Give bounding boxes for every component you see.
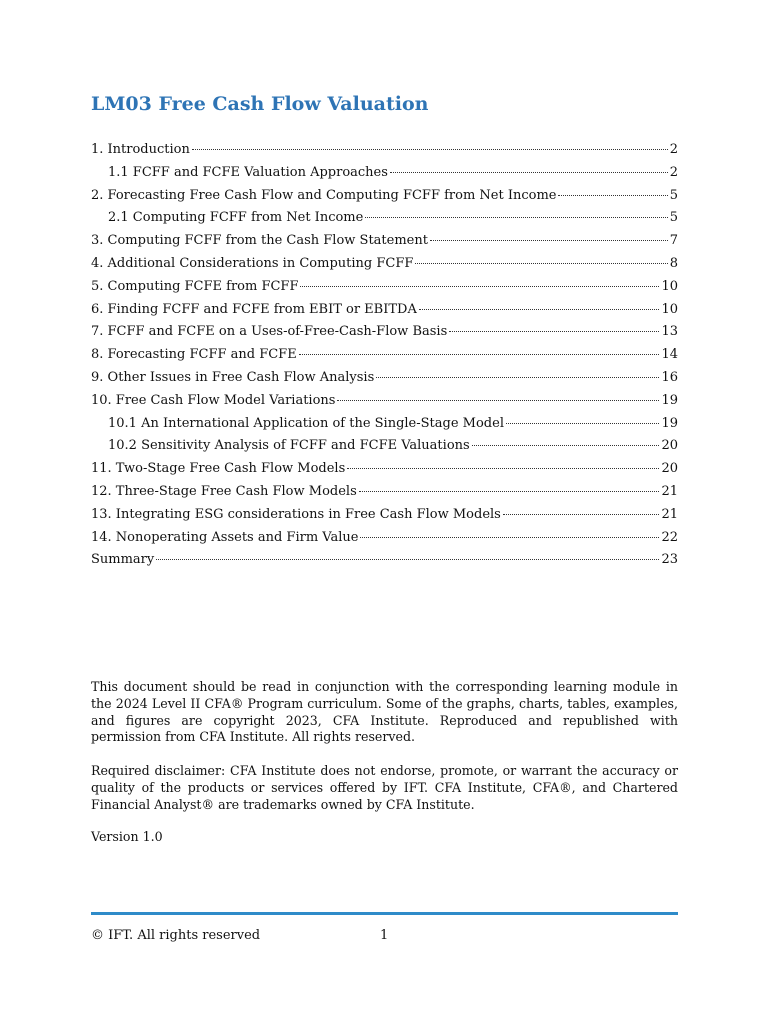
- toc-entry-label: 2.1 Computing FCFF from Net Income: [108, 210, 364, 226]
- toc-entry-label: 2. Forecasting Free Cash Flow and Computing FCFF from Net Income: [91, 187, 557, 203]
- toc-dot-leader: [449, 331, 659, 332]
- toc-entry-page: 8: [669, 255, 678, 271]
- toc-entry-page: 20: [661, 461, 678, 477]
- toc-entry-page: 10: [661, 278, 678, 294]
- toc-entry[interactable]: [91, 299, 678, 322]
- toc-entry-page: 13: [661, 324, 678, 340]
- toc-entry-label: Summary: [91, 552, 155, 568]
- toc-dot-leader: [430, 240, 668, 241]
- toc-entry[interactable]: [91, 276, 678, 299]
- toc-entry-page: 21: [661, 506, 678, 522]
- toc-entry-page: 2: [669, 142, 678, 157]
- toc-entry[interactable]: [91, 230, 678, 253]
- toc-entry[interactable]: [91, 162, 678, 185]
- toc-entry[interactable]: [91, 435, 678, 458]
- toc-dot-leader: [558, 195, 667, 196]
- footer-rule: [91, 912, 678, 915]
- toc-entry-page: 10: [661, 301, 678, 317]
- toc-dot-leader: [503, 514, 660, 515]
- toc-entry-page: 5: [669, 210, 678, 226]
- toc-entry[interactable]: [91, 344, 678, 367]
- toc-entry-label: 14. Nonoperating Assets and Firm Value: [91, 529, 359, 545]
- version-text: Version 1.0: [91, 829, 163, 844]
- toc-dot-leader: [415, 263, 667, 264]
- toc-entry-label: 1. Introduction: [91, 142, 190, 157]
- toc-entry-page: 19: [661, 415, 678, 431]
- toc-dot-leader: [359, 491, 660, 492]
- toc-dot-leader: [376, 377, 659, 378]
- footer-page-number: 1: [380, 928, 389, 943]
- toc-entry-label: 8. Forecasting FCFF and FCFE: [91, 347, 297, 363]
- toc-dot-leader: [300, 286, 659, 287]
- toc-entry[interactable]: [91, 390, 678, 413]
- toc-entry-label: 7. FCFF and FCFE on a Uses-of-Free-Cash-Flow Basis: [91, 324, 448, 340]
- toc-entry-page: 5: [669, 187, 678, 203]
- toc-entry[interactable]: [91, 527, 678, 550]
- toc-entry-page: 2: [669, 164, 678, 180]
- toc-entry[interactable]: [91, 504, 678, 527]
- toc-dot-leader: [156, 559, 659, 560]
- toc-entry-page: 7: [669, 233, 678, 249]
- toc-dot-leader: [347, 468, 659, 469]
- toc-dot-leader: [506, 423, 659, 424]
- toc-entry[interactable]: [91, 413, 678, 436]
- toc-entry-label: 5. Computing FCFE from FCFF: [91, 278, 299, 294]
- footer-copyright: © IFT. All rights reserved: [91, 928, 261, 943]
- toc-entry[interactable]: [91, 139, 678, 162]
- toc-entry-label: 10.2 Sensitivity Analysis of FCFF and FCFE Valuations: [108, 438, 470, 454]
- table-of-contents: [91, 139, 678, 572]
- toc-entry[interactable]: [91, 321, 678, 344]
- document-title: LM03 Free Cash Flow Valuation: [91, 93, 429, 115]
- toc-entry-page: 21: [661, 483, 678, 499]
- toc-entry[interactable]: [91, 481, 678, 504]
- toc-entry-label: 1.1 FCFF and FCFE Valuation Approaches: [108, 164, 388, 180]
- toc-entry[interactable]: [91, 458, 678, 481]
- toc-dot-leader: [390, 172, 668, 173]
- toc-entry-label: 10. Free Cash Flow Model Variations: [91, 392, 336, 408]
- toc-dot-leader: [472, 445, 660, 446]
- toc-entry-page: 20: [661, 438, 678, 454]
- toc-entry-label: 12. Three-Stage Free Cash Flow Models: [91, 483, 357, 499]
- toc-entry-page: 19: [661, 392, 678, 408]
- toc-entry-page: 22: [661, 529, 678, 545]
- toc-entry-label: 13. Integrating ESG considerations in Free Cash Flow Models: [91, 506, 501, 522]
- toc-entry-page: 16: [661, 369, 678, 385]
- toc-dot-leader: [192, 149, 668, 150]
- toc-entry-label: 4. Additional Considerations in Computing FCFF: [91, 255, 414, 271]
- toc-entry[interactable]: [91, 253, 678, 276]
- toc-entry-page: 14: [661, 347, 678, 363]
- toc-entry-label: 10.1 An International Application of the Single-Stage Model: [108, 415, 504, 431]
- toc-entry-page: 23: [661, 552, 678, 568]
- toc-entry[interactable]: [91, 185, 678, 208]
- toc-dot-leader: [365, 217, 667, 218]
- toc-entry[interactable]: [91, 549, 678, 572]
- disclaimer-paragraph: Required disclaimer: CFA Institute does not endorse, promote, or warrant the accuracy or quality of the products or services offered by IFT. CFA Institute, CFA®, and Chartered Financial Analyst® are trademarks owned by CFA Institute.: [91, 763, 678, 812]
- toc-dot-leader: [337, 400, 659, 401]
- toc-entry-label: 11. Two-Stage Free Cash Flow Models: [91, 461, 346, 477]
- toc-dot-leader: [419, 309, 660, 310]
- toc-dot-leader: [299, 354, 660, 355]
- toc-entry-label: 3. Computing FCFF from the Cash Flow Statement: [91, 233, 428, 249]
- toc-entry-label: 6. Finding FCFF and FCFE from EBIT or EBITDA: [91, 301, 417, 317]
- toc-entry[interactable]: [91, 367, 678, 390]
- toc-dot-leader: [360, 537, 659, 538]
- intro-paragraph: This document should be read in conjunction with the corresponding learning module in the 2024 Level II CFA® Program curriculum. Some of the graphs, charts, tables, examples, and figures are copyright 2023, CFA Institute. Reproduced and republished with permission from CFA Institute. All rights reserved.: [91, 679, 678, 745]
- toc-entry-label: 9. Other Issues in Free Cash Flow Analysis: [91, 369, 375, 385]
- toc-entry[interactable]: [91, 207, 678, 230]
